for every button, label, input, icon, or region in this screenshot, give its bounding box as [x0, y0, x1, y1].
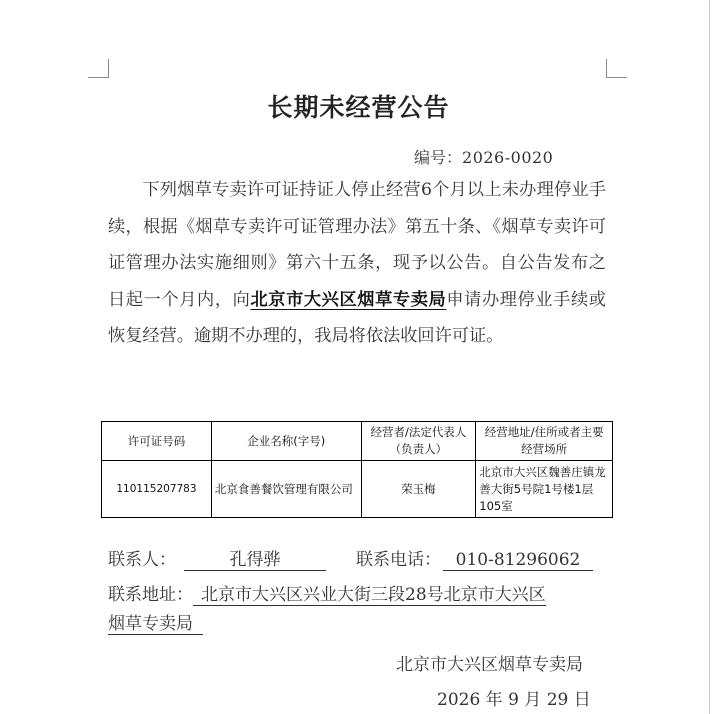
contact-address-row [108, 580, 546, 606]
body-text-after: 申请办理停业手续或恢复经营。逾期不办理的，我局将依法收回许可证。 [108, 289, 606, 347]
contact-phone-value: 010-81296062 [443, 550, 593, 571]
authority-name: 北京市大兴区烟草专卖局 [250, 289, 447, 310]
serial-value: 2026-0020 [462, 148, 554, 167]
column-header: 经营者/法定代表人（负责人） [361, 422, 476, 461]
column-header: 经营地址/住所或者主要经营场所 [476, 422, 613, 461]
permit-table [101, 421, 613, 518]
body-text-before: 下列烟草专卖许可证持证人停止经营6个月以上未办理停业手续，根据《烟草专卖许可证管理办法》第五十条、《烟草专卖许可证管理办法实施细则》第六十五条，现予以公告。自公告发布之日起一个月内，向 [108, 180, 606, 310]
permit-number-cell: 110115207783 [102, 461, 212, 518]
margin-corner-mark [606, 59, 627, 78]
contact-address-row-2 [108, 614, 203, 635]
contact-person-value: 孔得骅 [184, 550, 326, 571]
table-header-row [102, 422, 613, 461]
contact-address-line2: 烟草专卖局 [108, 614, 203, 635]
serial-number [414, 145, 553, 168]
column-header: 许可证号码 [102, 422, 212, 461]
notice-body [108, 172, 606, 355]
table-row [102, 461, 613, 518]
address-cell: 北京市大兴区魏善庄镇龙善大街5号院1号楼1层105室 [476, 461, 613, 518]
contact-address-line1: 北京市大兴区兴业大街三段28号北京市大兴区 [193, 585, 546, 606]
contact-phone-label: 联系电话： [356, 550, 441, 570]
enterprise-name-cell: 北京食善餐饮管理有限公司 [211, 461, 361, 518]
contact-person-row [108, 545, 593, 571]
serial-label: 编号： [414, 148, 463, 167]
signature-org: 北京市大兴区烟草专卖局 [396, 655, 583, 675]
signature-date: 2026 年 9 月 29 日 [437, 690, 591, 710]
contact-address-label: 联系地址： [108, 585, 193, 605]
contact-person-label: 联系人： [108, 550, 176, 570]
margin-corner-mark [88, 59, 109, 78]
column-header: 企业名称(字号) [211, 422, 361, 461]
operator-cell: 荣玉梅 [361, 461, 476, 518]
notice-title: 长期未经营公告 [267, 93, 450, 122]
